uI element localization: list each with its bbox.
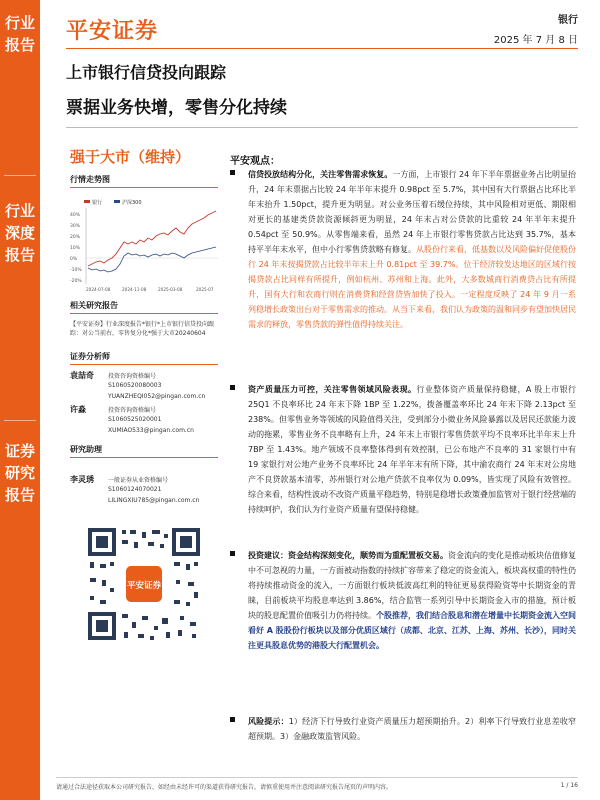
legend-label-bank: 银行 — [92, 200, 103, 206]
section-rule — [70, 187, 218, 188]
viewpoint-paragraph-4 — [230, 714, 576, 744]
footer-disclaimer: 请通过合法途径获取本公司研究报告，如经由未经许可的渠道获得研究报告，请慎重使用并注意阅读研究报告尾页的声明内容。 — [56, 784, 393, 791]
qr-center-logo-text: 平安证券 — [126, 581, 162, 591]
analysts-heading: 证券分析师 — [70, 352, 110, 361]
analyst-card — [70, 404, 220, 438]
qr-code[interactable] — [82, 522, 206, 646]
title-divider — [66, 127, 578, 128]
viewpoint-paragraph-1 — [230, 167, 576, 332]
analyst-email[interactable]: YUANZHEQI052@pingan.com.cn — [108, 393, 206, 400]
researcher-qualification-label: 一般证券从业资格编号 — [108, 477, 169, 484]
analyst-email[interactable]: XUMIAO533@pingan.com.cn — [108, 427, 194, 434]
researcher-name: 李灵琇 — [70, 475, 94, 484]
analyst-license-number: S1060525020001 — [108, 416, 162, 423]
bullet-icon — [230, 717, 235, 722]
paragraph-lead: 风险提示： — [248, 717, 289, 726]
research-assistant-heading: 研究助理 — [70, 445, 102, 454]
legend-label-hs300: 沪深300 — [122, 200, 142, 206]
section-rule — [70, 364, 218, 365]
paragraph-text: 但零售业务等领域的风险值得关注，受到部分小微业务风险暴露以及居民还款能力波动的拖累，零售业务不良率略有上升，24 年末上市银行零售贷款平均不良率环比半年末上升 7BP 至 1.43%。 — [248, 415, 576, 454]
paragraph-text-highlight: 从股份行来看，低基数以及风险偏好促使股份行 24 年末按揭贷款占比较半年末上升 0.81pct 至 39.7%。位于经济较发达地区的区域行按揭贷款占比同样有所提升，例如杭州、苏州和上海。此外，大多数城商行消费贷占比有所提升，国有大行和农商行则在消费贷和经营贷皆加快了投入。一定程度反映了 24 年 9 月一系列稳增长政策出台对于零售需求的推动。从当下来看，我们认为政策的温和同步有望加快居民需求的释放，零售贷款的弹性值得持续关注。 — [248, 245, 576, 329]
y-tick-label: 30% — [70, 224, 81, 229]
analyst-qualification-label: 投资咨询资格编号 — [108, 373, 157, 380]
analyst-name: 许淼 — [70, 405, 86, 414]
rating-label: 强于大市（维持） — [70, 148, 191, 166]
y-tick-label: 40% — [70, 213, 81, 218]
paragraph-text: 资金流向的变化是推动板块估值修复中不可忽视的力量，一方面被动指数的持续扩容带来了稳定的资金流入，板块高权重的特性仍将持续推动资金的流入，一方面银行板块低波高红利的特征更易获得险资等中长期资金的青睐，目前板块平均股息率达到 3.86%，结合监管一系列引导中长期资金入市的措施，预计板块的股息配置价值吸引力仍将持续。 — [248, 551, 576, 620]
section-rule — [70, 313, 218, 314]
researcher-card — [70, 474, 220, 508]
report-date: 2025 年 7 月 8 日 — [493, 35, 578, 46]
analyst-card — [70, 370, 220, 404]
footer-divider — [56, 777, 578, 778]
y-tick-label: -10% — [70, 268, 82, 273]
paragraph-text: 行业整体资产质量保持稳健，A 股上市银行 25Q1 不良率环比 24 年末下降 1BP 至 1.22%，拨备覆盖率环比 24 年末下降 2.13pct 至 238%。 — [248, 385, 577, 424]
x-tick-label: 2024-11-08 — [122, 287, 147, 292]
sidebar — [0, 0, 40, 800]
related-research-text: 【平安证券】行业深度报告*银行*上市银行信贷投向跟踪：对公当前右，零售复分化*强于大市20240604 — [70, 321, 215, 337]
legend-swatch-hs300 — [114, 200, 120, 203]
viewpoint-paragraph-3 — [230, 548, 576, 653]
trend-heading: 行情走势图 — [70, 175, 110, 184]
series-line-hs300 — [88, 247, 216, 272]
paragraph-text-highlight: 个股推荐，我们结合股息和潜在增量中长期资金流入空间看好 A 股股份行板块以及部分优质区域行（成都、北京、江苏、上海、苏州、长沙），同时关注更具股息优势的港股大行配置机会。 — [248, 611, 576, 650]
paragraph-text: 从零售端来看，虽然 24 年上市银行零售贷款占比达到 35.7%，基本持平半年末水平，但中小行零售贷款略有修复。 — [248, 230, 576, 254]
y-tick-label: 10% — [70, 246, 81, 251]
section-rule — [70, 457, 218, 458]
x-tick-label: 2025-03-08 — [158, 287, 183, 292]
price-trend-chart — [70, 198, 220, 296]
pingan-securities-logo: 平安证券 — [66, 18, 159, 44]
x-tick-label: 2024-07-08 — [86, 287, 111, 292]
y-tick-label: 20% — [70, 235, 81, 240]
sidebar-label-securities-research: 证券 研究 报告 — [4, 442, 35, 504]
sidebar-label-deep-report: 行业 深度 报告 — [4, 202, 35, 264]
y-tick-label: -20% — [70, 279, 82, 284]
report-subtitle: 票据业务快增，零售分化持续 — [66, 98, 287, 118]
y-tick-label: 0% — [70, 257, 78, 262]
legend-swatch-bank — [84, 200, 90, 203]
sidebar-label-industry-report: 行业 报告 — [4, 14, 35, 54]
viewpoint-paragraph-2 — [230, 382, 576, 517]
report-title: 上市银行信贷投向跟踪 — [66, 63, 227, 82]
paragraph-text: 1）经济下行导致行业资产质量压力超预期抬升。2）利率下行导致行业息差收窄超预期。3）金融政策监管风险。 — [248, 717, 576, 741]
header-divider — [66, 48, 578, 49]
analyst-license-number: S1060520080003 — [108, 382, 162, 389]
sidebar-divider — [4, 175, 36, 176]
analyst-name: 袁喆奇 — [70, 371, 94, 380]
bullet-icon — [230, 170, 235, 175]
sector-label: 银行 — [558, 15, 578, 26]
researcher-license-number: S1060124070021 — [108, 486, 162, 493]
sidebar-divider — [4, 420, 36, 421]
paragraph-lead: 资产质量压力可控，关注零售领域风险表现。 — [248, 385, 417, 394]
x-tick-label: 2025-07 — [196, 287, 214, 292]
paragraph-text: 地产领域不良率整体得到有效控制，已公布地产不良率的 31 家银行中有 19 家银行对公地产业务不良率环比 24 年半年末有所下降，其中渝农商行 24 年末对公房地产不良贷款基本清零，苏州银行对公地产贷款不良率仅为 0.09%，皆实现了风险有效管控。综合来看，结构性波动不改资产质量平稳趋势，特别是稳增长政策叠加监管对于银行经营端的持续呵护，我们认为行业资产质量有望保持稳健。 — [248, 445, 576, 514]
paragraph-lead: 信贷投放结构分化，关注零售需求恢复。 — [248, 170, 393, 179]
viewpoint-heading: 平安观点： — [230, 156, 280, 167]
paragraph-text: 一方面，上市银行 24 年下半年票据业务占比明显抬升，24 年末票据占比较 24 年半年末提升 0.98pct 至 5.7%，其中国有大行票据占比环比半年末抬升 1.50pct，提升更为明显。对公业务压着石缓位持续，其中风险相对更低、期限相对更长的基建类贷款资源倾斜更为明显，24 年末占对公贷款的比重较 24 年半年末提升 0.54pct 至 50.9%。 — [248, 170, 577, 239]
related-research-heading: 相关研究报告 — [70, 301, 118, 310]
bullet-icon — [230, 385, 235, 390]
paragraph-lead: 投资建议：资金结构深刻变化，顺势而为重配置板交易。 — [248, 551, 448, 560]
analyst-qualification-label: 投资咨询资格编号 — [108, 407, 157, 414]
page-number: 1 / 16 — [560, 782, 578, 789]
bullet-icon — [230, 551, 235, 556]
researcher-email[interactable]: LILINGXIU785@pingan.com.cn — [108, 497, 200, 504]
series-line-bank — [88, 211, 216, 266]
